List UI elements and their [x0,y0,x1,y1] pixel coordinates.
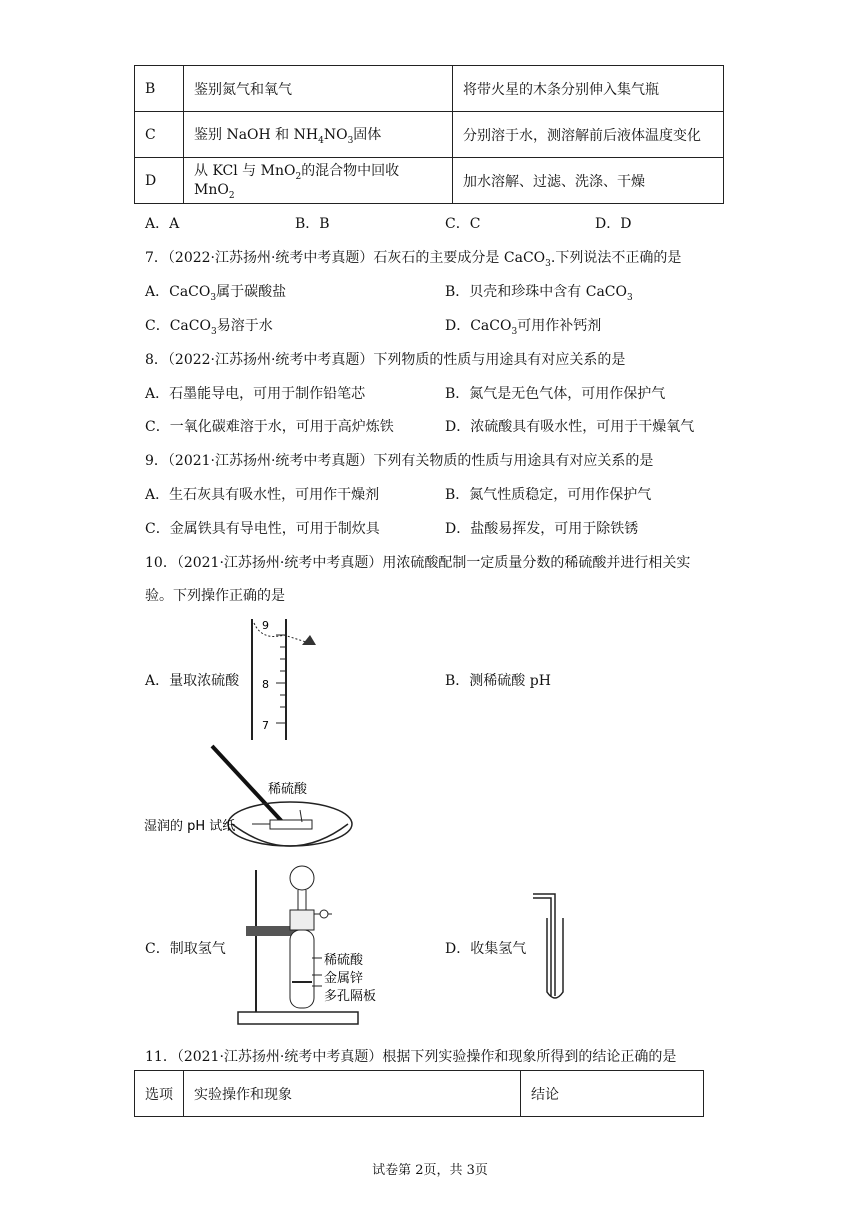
subscript: 2 [228,190,235,201]
q9-option-c: C．金属铁具有导电性，可用于制炊具 [145,521,380,537]
ph-paper-label: 湿润的 pH 试纸 [144,819,236,834]
text-fragment: NO [323,126,348,143]
gen-zinc-label: 金属锌 [324,971,364,986]
q10-option-d: D．收集氢气 [445,941,527,957]
q9-option-d: D．盐酸易挥发，可用于除铁锈 [445,521,639,537]
text-fragment: 固体 [353,126,382,143]
q6-option-a: A．A [145,216,180,232]
table-header-cell: 实验操作和现象 [184,1071,521,1117]
subscript: 3 [210,292,217,303]
text-fragment: 易溶于水 [216,318,273,334]
text-fragment: 属于碳酸盐 [216,284,287,300]
q7-stem [145,247,681,269]
subscript: 3 [347,135,354,146]
subscript: 4 [318,135,324,146]
table-cell: 鉴别氮气和氧气 [184,66,453,112]
table-cell: 将带火星的木条分别伸入集气瓶 [453,66,724,112]
text-fragment: A．CaCO [145,284,211,300]
q7-option-b [445,281,633,303]
text-fragment: .下列说法不正确的是 [550,250,682,266]
q8-option-d: D．浓硫酸具有吸水性，可用于干燥氧气 [445,419,695,435]
table-header-row [135,1071,704,1117]
dilute-acid-label: 稀硫酸 [268,782,308,797]
table-row [135,66,724,112]
subscript: 3 [627,292,633,303]
q6-table [134,65,724,204]
table-cell: 加水溶解、过滤、洗涤、干燥 [453,158,724,204]
q8-option-b: B．氮气是无色气体，可用作保护气 [445,386,666,402]
text-fragment: 鉴别 NaOH 和 NH [194,126,319,143]
table-cell: C [135,112,184,158]
graduated-cylinder-figure [240,615,320,743]
table-header-cell: 选项 [135,1071,184,1117]
tick-label-7: 7 [262,719,269,732]
q8-stem: 8．（2022·江苏扬州·统考中考真题）下列物质的性质与用途具有对应关系的是 [145,352,626,368]
table-cell: D [135,158,184,204]
q10-option-c: C．制取氢气 [145,941,226,957]
table-cell [184,112,453,158]
subscript: 3 [210,326,217,337]
text-fragment: 的混合物中回收 MnO [194,163,400,198]
ph-test-figure [140,740,370,852]
text-fragment: B．贝壳和珍珠中含有 CaCO [445,284,627,300]
test-tube-figure [525,888,575,1004]
text-fragment: D．CaCO [445,318,512,334]
q7-option-c [145,315,273,337]
q7-option-a [145,281,286,303]
text-fragment: 从 KCl 与 MnO [194,163,296,180]
q11-table [134,1070,704,1117]
subscript: 3 [511,326,518,337]
table-cell [184,158,453,204]
q10-option-b: B．测稀硫酸 pH [445,673,551,689]
hydrogen-generator-figure [232,862,392,1028]
text-fragment: C．CaCO [145,318,211,334]
q6-option-d: D．D [595,216,632,232]
q7-option-d [445,315,601,337]
table-cell: 分别溶于水，测溶解前后液体温度变化 [453,112,724,158]
q11-stem: 11．（2021·江苏扬州·统考中考真题）根据下列实验操作和现象所得到的结论正确的是 [145,1049,677,1065]
q10-option-a: A．量取浓硫酸 [145,673,240,689]
table-cell: B [135,66,184,112]
subscript: 3 [545,258,551,269]
text-fragment: 7．（2022·江苏扬州·统考中考真题）石灰石的主要成分是 CaCO [145,250,546,266]
q8-option-c: C．一氧化碳难溶于水，可用于高炉炼铁 [145,419,394,435]
gen-plate-label: 多孔隔板 [324,989,377,1004]
q9-stem: 9．（2021·江苏扬州·统考中考真题）下列有关物质的性质与用途具有对应关系的是 [145,453,654,469]
q10-stem-line2: 验。下列操作正确的是 [145,588,285,604]
subscript: 2 [295,172,302,182]
tick-label-9: 9 [262,619,269,632]
page-footer: 试卷第 2页，共 3页 [372,1163,488,1178]
q9-option-a: A．生石灰具有吸水性，可用作干燥剂 [145,487,380,503]
text-fragment: 可用作补钙剂 [517,318,602,334]
q9-option-b: B．氮气性质稳定，可用作保护气 [445,487,652,503]
table-header-cell: 结论 [521,1071,704,1117]
eye-icon [302,635,316,645]
q6-option-c: C．C [445,216,481,232]
q8-option-a: A．石墨能导电，可用于制作铅笔芯 [145,386,366,402]
gen-acid-label: 稀硫酸 [324,953,364,968]
table-row [135,158,724,204]
table-row [135,112,724,158]
q6-option-b: B．B [295,216,330,232]
q10-stem-line1: 10．（2021·江苏扬州·统考中考真题）用浓硫酸配制一定质量分数的稀硫酸并进行相关实 [145,555,691,571]
tick-label-8: 8 [262,678,269,691]
